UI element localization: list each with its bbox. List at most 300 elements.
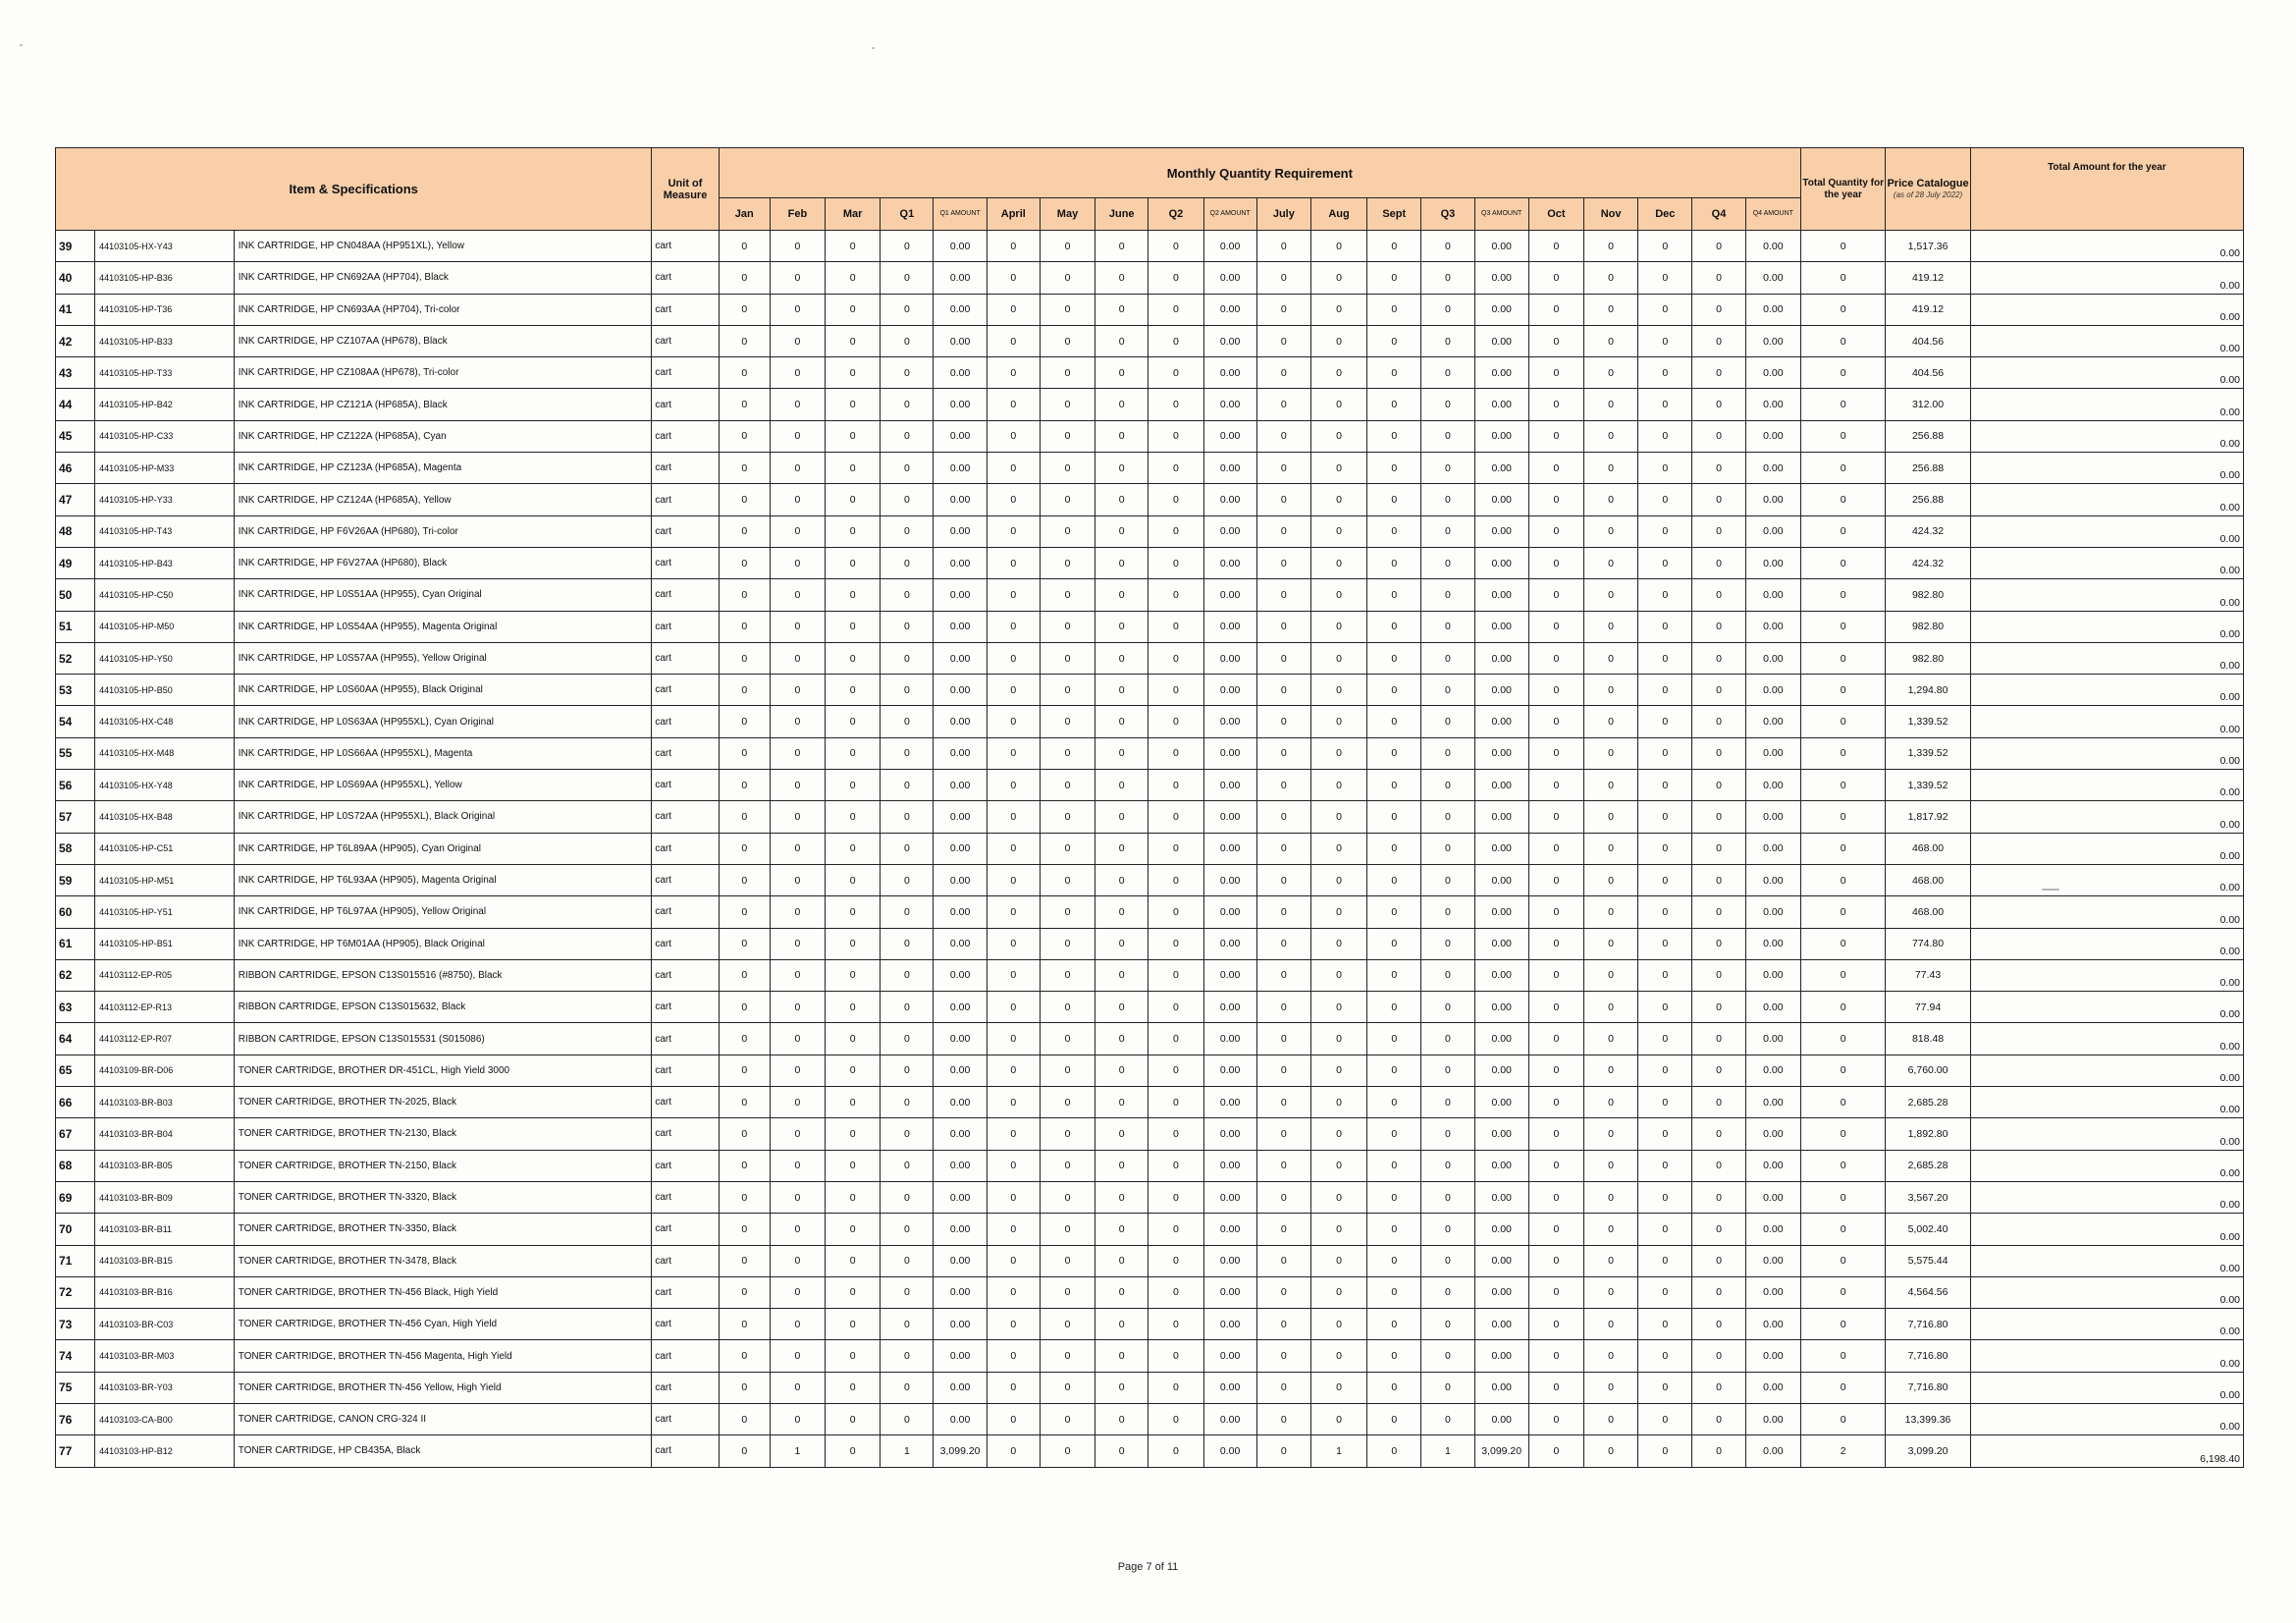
item-code: 44103105-HP-B33 [95, 325, 235, 356]
quantity-cell: 0 [826, 928, 881, 959]
quantity-cell: 0 [881, 357, 934, 389]
quantity-cell: 3,099.20 [934, 1435, 987, 1467]
table-row [56, 611, 2244, 642]
total-amount-cell: 0.00 [1970, 1023, 2243, 1055]
quantity-cell: 0.00 [1474, 262, 1528, 294]
quantity-cell: 0 [1638, 357, 1692, 389]
quantity-cell: 0.00 [1474, 389, 1528, 420]
quantity-cell: 0 [1310, 231, 1366, 262]
quantity-cell: 0 [826, 262, 881, 294]
quantity-cell: 0 [1095, 1340, 1148, 1372]
total-amount-cell: 0.00 [1970, 801, 2243, 833]
quantity-cell: 0.00 [1203, 389, 1256, 420]
quantity-cell: 0 [1310, 389, 1366, 420]
quantity-cell: 0 [1256, 420, 1310, 452]
table-row [56, 737, 2244, 769]
quantity-cell: 0.00 [1474, 928, 1528, 959]
quantity-cell: 0 [1692, 579, 1745, 611]
quantity-cell: 0 [1583, 547, 1637, 578]
quantity-cell: 0.00 [1745, 231, 1800, 262]
row-number: 53 [56, 675, 95, 706]
quantity-cell: 0 [770, 1214, 825, 1245]
item-code: 44103103-HP-B12 [95, 1435, 235, 1467]
quantity-cell: 0 [1638, 420, 1692, 452]
quantity-cell: 0 [719, 262, 770, 294]
quantity-cell: 0 [1148, 1245, 1203, 1276]
unit-cell: cart [652, 675, 719, 706]
quantity-cell: 0 [1638, 737, 1692, 769]
row-number: 55 [56, 737, 95, 769]
quantity-cell: 0 [719, 737, 770, 769]
quantity-cell: 0 [1692, 1276, 1745, 1308]
quantity-cell: 0 [881, 484, 934, 515]
quantity-cell: 0 [1638, 1245, 1692, 1276]
quantity-cell: 0 [1367, 579, 1421, 611]
price-cell: 1,294.80 [1886, 675, 1970, 706]
quantity-cell: 1 [770, 1435, 825, 1467]
unit-cell: cart [652, 1055, 719, 1086]
quantity-cell: 0 [1528, 833, 1583, 864]
quantity-cell: 0 [1040, 801, 1095, 833]
quantity-cell: 0 [1040, 262, 1095, 294]
unit-cell: cart [652, 1150, 719, 1181]
quantity-cell: 0 [1692, 706, 1745, 737]
quantity-cell: 0 [1583, 642, 1637, 674]
total-quantity-cell: 0 [1801, 1181, 1886, 1213]
quantity-cell: 0 [1040, 675, 1095, 706]
quantity-cell: 0.00 [1745, 737, 1800, 769]
quantity-cell: 0 [1310, 1181, 1366, 1213]
quantity-cell: 0.00 [1474, 1372, 1528, 1403]
quantity-cell: 0 [1692, 1309, 1745, 1340]
quantity-cell: 0 [826, 1435, 881, 1467]
quantity-cell: 0.00 [1745, 579, 1800, 611]
quantity-cell: 0 [1367, 642, 1421, 674]
total-quantity-cell: 0 [1801, 706, 1886, 737]
quantity-cell: 0 [1638, 484, 1692, 515]
quantity-cell: 0 [1040, 1245, 1095, 1276]
quantity-cell: 0 [1148, 642, 1203, 674]
quantity-cell: 0.00 [1203, 1276, 1256, 1308]
quantity-cell: 0.00 [1474, 864, 1528, 895]
quantity-cell: 0 [1095, 515, 1148, 547]
quantity-cell: 0 [1256, 1435, 1310, 1467]
quantity-cell: 0.00 [1745, 389, 1800, 420]
quantity-cell: 0.00 [1203, 1372, 1256, 1403]
quantity-cell: 0 [881, 959, 934, 991]
quantity-cell: 0 [1040, 420, 1095, 452]
price-cell: 1,817.92 [1886, 801, 1970, 833]
quantity-cell: 0.00 [1203, 484, 1256, 515]
quantity-cell: 0 [1095, 294, 1148, 325]
quantity-cell: 0 [719, 1340, 770, 1372]
quantity-cell: 0 [1148, 325, 1203, 356]
total-amount-cell: 0.00 [1970, 675, 2243, 706]
quantity-cell: 0 [1095, 262, 1148, 294]
table-row [56, 1372, 2244, 1403]
quantity-cell: 0 [1148, 453, 1203, 484]
quantity-cell: 0 [1421, 864, 1474, 895]
quantity-cell: 0.00 [1745, 357, 1800, 389]
quantity-cell: 0 [1310, 770, 1366, 801]
quantity-cell: 0.00 [1203, 1340, 1256, 1372]
quantity-cell: 0 [1148, 706, 1203, 737]
quantity-cell: 0 [1367, 992, 1421, 1023]
item-description: INK CARTRIDGE, HP CZ122A (HP685A), Cyan [234, 420, 652, 452]
price-cell: 7,716.80 [1886, 1340, 1970, 1372]
quantity-cell: 0.00 [1474, 1403, 1528, 1434]
quantity-cell: 0 [1583, 1435, 1637, 1467]
table-row [56, 294, 2244, 325]
quantity-cell: 0 [1148, 928, 1203, 959]
unit-cell: cart [652, 770, 719, 801]
price-catalogue-note: (as of 28 July 2022) [1893, 189, 1963, 199]
unit-cell: cart [652, 1118, 719, 1150]
quantity-cell: 0 [1310, 1309, 1366, 1340]
row-number: 47 [56, 484, 95, 515]
item-code: 44103105-HX-B48 [95, 801, 235, 833]
quantity-cell: 0 [1095, 611, 1148, 642]
total-quantity-cell: 0 [1801, 770, 1886, 801]
quantity-cell: 0 [770, 770, 825, 801]
quantity-cell: 0 [987, 453, 1040, 484]
row-number: 59 [56, 864, 95, 895]
quantity-cell: 0 [881, 453, 934, 484]
quantity-cell: 0 [770, 896, 825, 928]
quantity-cell: 0 [1692, 1087, 1745, 1118]
price-cell: 256.88 [1886, 484, 1970, 515]
quantity-cell: 0.00 [1203, 801, 1256, 833]
quantity-cell: 0.00 [934, 642, 987, 674]
price-cell: 256.88 [1886, 420, 1970, 452]
row-number: 51 [56, 611, 95, 642]
quantity-cell: 0 [1256, 1023, 1310, 1055]
item-code: 44103105-HX-M48 [95, 737, 235, 769]
item-description: INK CARTRIDGE, HP CN692AA (HP704), Black [234, 262, 652, 294]
quantity-cell: 0 [1583, 770, 1637, 801]
quantity-cell: 0 [1421, 706, 1474, 737]
total-quantity-cell: 0 [1801, 515, 1886, 547]
unit-cell: cart [652, 262, 719, 294]
quantity-cell: 0 [1148, 420, 1203, 452]
quantity-cell: 0 [1528, 896, 1583, 928]
quantity-cell: 0.00 [1474, 231, 1528, 262]
item-description: TONER CARTRIDGE, HP CB435A, Black [234, 1435, 652, 1467]
quantity-cell: 0.00 [934, 833, 987, 864]
month-header: Aug [1310, 198, 1366, 231]
quantity-cell: 0 [1367, 928, 1421, 959]
row-number: 68 [56, 1150, 95, 1181]
quantity-cell: 0 [1638, 1403, 1692, 1434]
quantity-cell: 0 [881, 770, 934, 801]
quantity-cell: 0 [987, 294, 1040, 325]
quantity-cell: 0.00 [934, 675, 987, 706]
quantity-cell: 0 [1528, 420, 1583, 452]
quantity-cell: 0 [1367, 1150, 1421, 1181]
quantity-cell: 0.00 [1474, 484, 1528, 515]
total-amount-cell: 0.00 [1970, 325, 2243, 356]
quantity-cell: 0 [1528, 611, 1583, 642]
quantity-cell: 0 [1256, 770, 1310, 801]
quantity-cell: 0 [1148, 1309, 1203, 1340]
total-quantity-cell: 0 [1801, 675, 1886, 706]
quantity-cell: 0 [719, 1372, 770, 1403]
quantity-cell: 0 [719, 1150, 770, 1181]
quantity-cell: 0 [1583, 1340, 1637, 1372]
quantity-cell: 0 [1040, 928, 1095, 959]
quantity-cell: 0 [1692, 801, 1745, 833]
quantity-cell: 0 [1310, 1403, 1366, 1434]
quantity-cell: 0.00 [934, 357, 987, 389]
quantity-cell: 0 [1310, 1023, 1366, 1055]
quantity-cell: 0 [826, 992, 881, 1023]
quantity-cell: 0 [1528, 579, 1583, 611]
quantity-cell: 0 [1421, 453, 1474, 484]
quantity-cell: 0 [719, 1087, 770, 1118]
quantity-cell: 0 [1040, 959, 1095, 991]
quantity-cell: 0 [1095, 1372, 1148, 1403]
table-row [56, 1245, 2244, 1276]
item-description: INK CARTRIDGE, HP CZ107AA (HP678), Black [234, 325, 652, 356]
quantity-cell: 0 [1638, 1087, 1692, 1118]
quantity-cell: 0 [1256, 1087, 1310, 1118]
quantity-cell: 0 [1040, 547, 1095, 578]
quantity-cell: 0 [1310, 1340, 1366, 1372]
quantity-cell: 0.00 [1474, 1055, 1528, 1086]
quantity-cell: 0 [1256, 1340, 1310, 1372]
item-description: TONER CARTRIDGE, BROTHER TN-3478, Black [234, 1245, 652, 1276]
price-cell: 5,002.40 [1886, 1214, 1970, 1245]
quantity-cell: 0 [1421, 737, 1474, 769]
unit-cell: cart [652, 515, 719, 547]
quantity-cell: 0 [1528, 1276, 1583, 1308]
total-amount-cell: 0.00 [1970, 1214, 2243, 1245]
quantity-cell: 0 [1148, 515, 1203, 547]
quantity-cell: 0 [1583, 262, 1637, 294]
quantity-cell: 0 [1692, 389, 1745, 420]
total-quantity-cell: 0 [1801, 1150, 1886, 1181]
quantity-cell: 0 [1583, 1403, 1637, 1434]
quantity-cell: 0 [1310, 1118, 1366, 1150]
quantity-cell: 0 [719, 611, 770, 642]
item-code: 44103105-HP-B50 [95, 675, 235, 706]
quantity-cell: 0 [1095, 1403, 1148, 1434]
quantity-cell: 0 [826, 706, 881, 737]
unit-cell: cart [652, 1214, 719, 1245]
quantity-cell: 0 [1583, 1245, 1637, 1276]
item-code: 44103105-HP-Y51 [95, 896, 235, 928]
quantity-cell: 0 [1148, 737, 1203, 769]
quantity-cell: 0 [1528, 1372, 1583, 1403]
total-quantity-cell: 0 [1801, 959, 1886, 991]
quantity-cell: 0 [1256, 675, 1310, 706]
quantity-cell: 0 [719, 928, 770, 959]
row-number: 77 [56, 1435, 95, 1467]
total-amount-cell: 0.00 [1970, 453, 2243, 484]
quantity-cell: 0 [1040, 1087, 1095, 1118]
quantity-cell: 0 [1583, 453, 1637, 484]
quantity-cell: 0.00 [1474, 833, 1528, 864]
quantity-cell: 0 [1421, 357, 1474, 389]
quantity-cell: 0 [1310, 1372, 1366, 1403]
quantity-cell: 0 [1421, 642, 1474, 674]
unit-cell: cart [652, 706, 719, 737]
quantity-cell: 0 [1528, 770, 1583, 801]
quantity-cell: 0 [1095, 737, 1148, 769]
quantity-cell: 0 [1148, 1150, 1203, 1181]
total-amount-cell: 0.00 [1970, 547, 2243, 578]
quantity-cell: 0.00 [1745, 896, 1800, 928]
row-number: 41 [56, 294, 95, 325]
quantity-cell: 0.00 [1203, 675, 1256, 706]
quantity-cell: 0 [1528, 389, 1583, 420]
quantity-cell: 0 [1367, 515, 1421, 547]
quantity-cell: 0.00 [1203, 1214, 1256, 1245]
quantity-cell: 0 [1040, 1403, 1095, 1434]
quantity-cell: 0 [1421, 547, 1474, 578]
quantity-cell: 0 [1256, 547, 1310, 578]
quantity-cell: 0 [1310, 1276, 1366, 1308]
quantity-cell: 0.00 [1745, 1055, 1800, 1086]
quantity-cell: 0 [1040, 294, 1095, 325]
unit-cell: cart [652, 453, 719, 484]
quantity-cell: 0 [1638, 1214, 1692, 1245]
quantity-cell: 0 [1638, 325, 1692, 356]
quantity-cell: 0 [1095, 706, 1148, 737]
quantity-cell: 0.00 [1203, 770, 1256, 801]
quantity-cell: 0 [826, 642, 881, 674]
quantity-cell: 0 [826, 864, 881, 895]
month-header: Q3 [1421, 198, 1474, 231]
price-cell: 3,099.20 [1886, 1435, 1970, 1467]
quantity-cell: 0 [1583, 1150, 1637, 1181]
price-cell: 256.88 [1886, 453, 1970, 484]
quantity-cell: 0 [719, 992, 770, 1023]
price-cell: 419.12 [1886, 294, 1970, 325]
quantity-cell: 0 [1421, 928, 1474, 959]
quantity-cell: 0 [1040, 1340, 1095, 1372]
quantity-cell: 0 [987, 737, 1040, 769]
month-header: Q1 AMOUNT [934, 198, 987, 231]
quantity-cell: 0 [1528, 864, 1583, 895]
price-cell: 404.56 [1886, 357, 1970, 389]
table-row [56, 896, 2244, 928]
quantity-cell: 0 [826, 1087, 881, 1118]
unit-cell: cart [652, 1309, 719, 1340]
quantity-cell: 0 [987, 1150, 1040, 1181]
quantity-cell: 0 [1583, 1276, 1637, 1308]
quantity-cell: 0 [1256, 1150, 1310, 1181]
quantity-cell: 0 [1148, 1023, 1203, 1055]
quantity-cell: 0.00 [1203, 642, 1256, 674]
quantity-cell: 0 [987, 1087, 1040, 1118]
item-description: INK CARTRIDGE, HP F6V26AA (HP680), Tri-color [234, 515, 652, 547]
quantity-cell: 0 [1148, 294, 1203, 325]
quantity-cell: 0 [881, 1023, 934, 1055]
quantity-cell: 0 [1310, 706, 1366, 737]
quantity-cell: 0.00 [1203, 357, 1256, 389]
quantity-cell: 0.00 [1203, 420, 1256, 452]
quantity-cell: 0.00 [1474, 1181, 1528, 1213]
quantity-cell: 0 [719, 642, 770, 674]
quantity-cell: 0 [1528, 1245, 1583, 1276]
quantity-cell: 0 [1638, 231, 1692, 262]
quantity-cell: 0 [1367, 959, 1421, 991]
unit-cell: cart [652, 1087, 719, 1118]
quantity-cell: 0 [770, 1403, 825, 1434]
quantity-cell: 0 [770, 262, 825, 294]
item-code: 44103105-HP-B36 [95, 262, 235, 294]
quantity-cell: 0 [1367, 453, 1421, 484]
quantity-cell: 0 [1692, 1181, 1745, 1213]
total-quantity-cell: 0 [1801, 896, 1886, 928]
total-amount-cell: 0.00 [1970, 737, 2243, 769]
table-row [56, 833, 2244, 864]
quantity-cell: 0 [1040, 833, 1095, 864]
quantity-cell: 0.00 [1203, 579, 1256, 611]
quantity-cell: 0 [719, 484, 770, 515]
table-row [56, 1403, 2244, 1434]
quantity-cell: 0.00 [1203, 1150, 1256, 1181]
quantity-cell: 0 [1528, 1150, 1583, 1181]
quantity-cell: 0 [1310, 833, 1366, 864]
quantity-cell: 0 [1583, 737, 1637, 769]
item-code: 44103105-HP-B43 [95, 547, 235, 578]
quantity-cell: 0 [826, 420, 881, 452]
quantity-cell: 0 [1367, 1214, 1421, 1245]
quantity-cell: 0 [987, 611, 1040, 642]
quantity-cell: 0 [719, 325, 770, 356]
total-amount-cell: 0.00 [1970, 1340, 2243, 1372]
quantity-cell: 0 [1421, 1276, 1474, 1308]
quantity-cell: 0.00 [934, 453, 987, 484]
quantity-cell: 0 [987, 1181, 1040, 1213]
item-code: 44103105-HP-B42 [95, 389, 235, 420]
price-cell: 1,517.36 [1886, 231, 1970, 262]
row-number: 60 [56, 896, 95, 928]
total-amount-cell: 0.00 [1970, 1181, 2243, 1213]
quantity-cell: 0 [881, 833, 934, 864]
row-number: 58 [56, 833, 95, 864]
total-amount-cell: 0.00 [1970, 1150, 2243, 1181]
quantity-cell: 0 [1421, 770, 1474, 801]
scan-speck [2042, 889, 2059, 891]
quantity-cell: 0 [1148, 833, 1203, 864]
quantity-cell: 0 [770, 420, 825, 452]
quantity-cell: 0 [1148, 1214, 1203, 1245]
quantity-cell: 0 [987, 992, 1040, 1023]
quantity-cell: 0.00 [934, 420, 987, 452]
quantity-cell: 0 [1528, 1118, 1583, 1150]
total-quantity-cell: 0 [1801, 357, 1886, 389]
quantity-cell: 0.00 [1203, 959, 1256, 991]
month-header: Q3 AMOUNT [1474, 198, 1528, 231]
quantity-cell: 0 [1421, 1214, 1474, 1245]
total-amount-cell: 0.00 [1970, 1055, 2243, 1086]
quantity-cell: 0 [987, 1340, 1040, 1372]
quantity-cell: 0 [1583, 801, 1637, 833]
quantity-cell: 0 [1367, 389, 1421, 420]
quantity-cell: 0 [1310, 1150, 1366, 1181]
quantity-cell: 0 [1692, 325, 1745, 356]
quantity-cell: 0 [770, 1245, 825, 1276]
row-number: 76 [56, 1403, 95, 1434]
quantity-cell: 0.00 [1745, 706, 1800, 737]
total-quantity-cell: 0 [1801, 737, 1886, 769]
quantity-cell: 0 [1367, 1276, 1421, 1308]
quantity-cell: 0 [1638, 1372, 1692, 1403]
quantity-cell: 0 [719, 1435, 770, 1467]
